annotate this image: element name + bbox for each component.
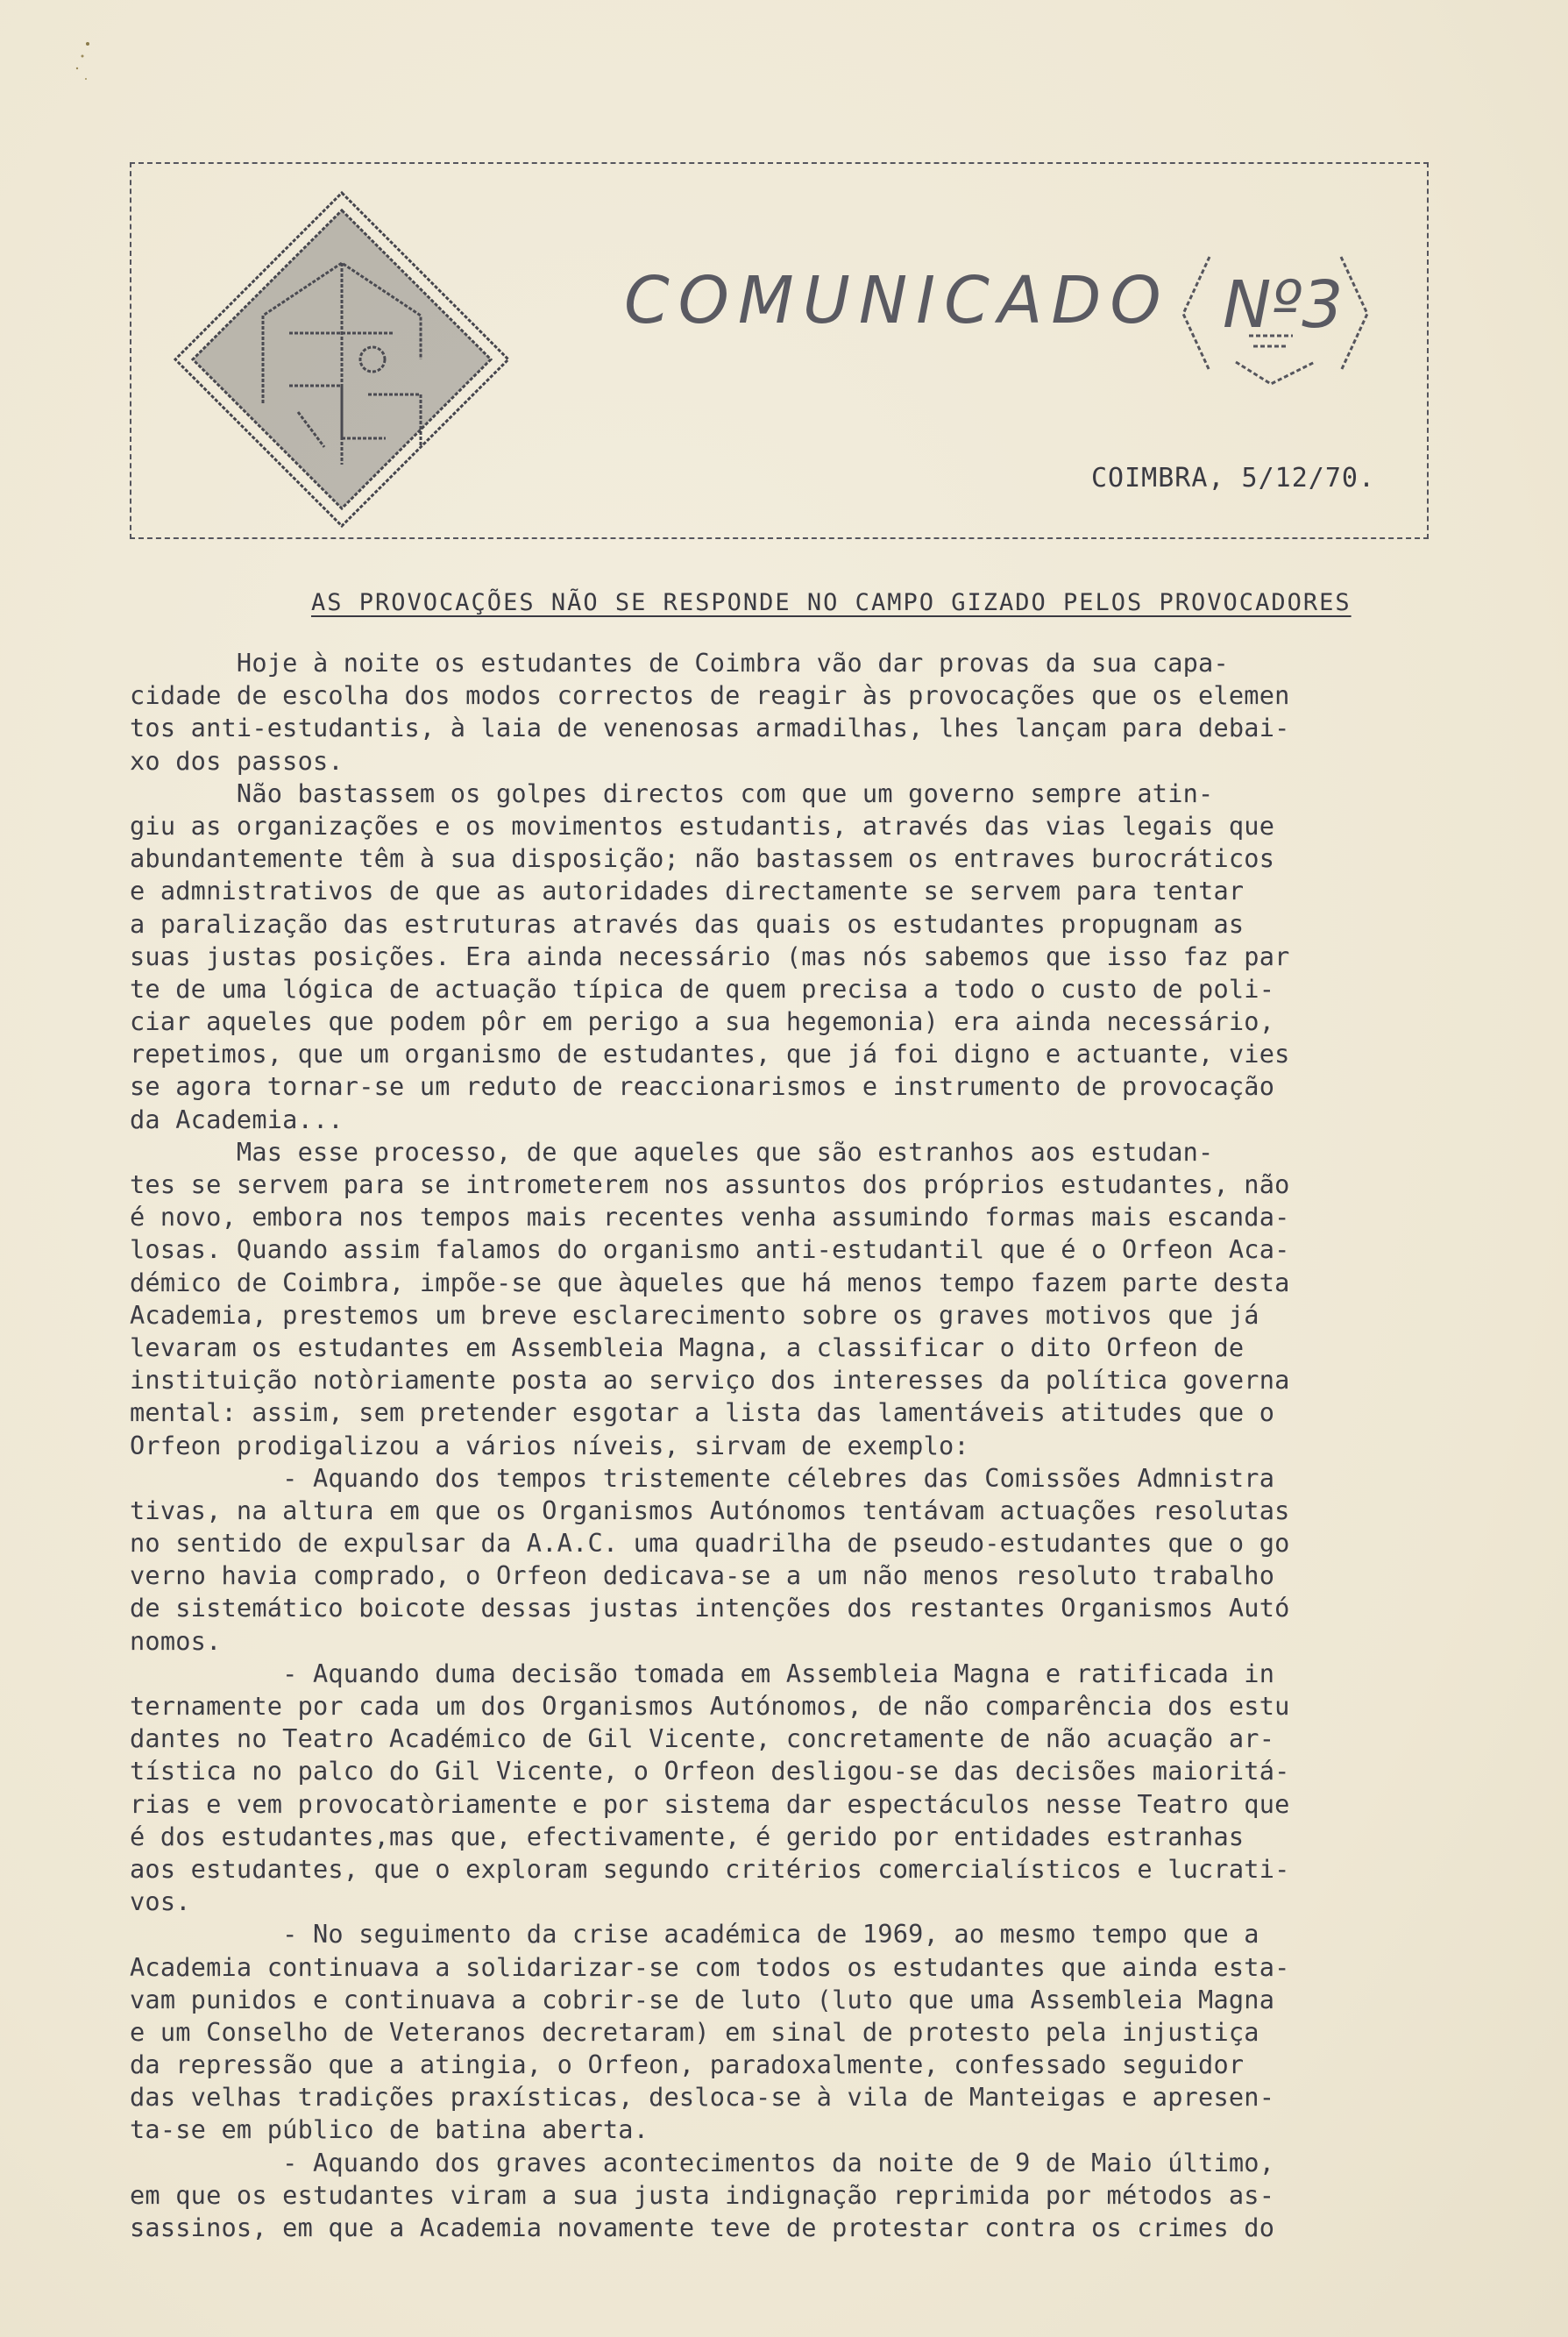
body-line: tos anti-estudantis, à laia de venenosas armadilhas, lhes lançam para debai-: [130, 713, 1290, 743]
body-line: démico de Coimbra, impõe-se que àqueles que há menos tempo fazem parte desta: [130, 1267, 1290, 1297]
body-line: rias e vem provocatòriamente e por sistema dar espectáculos nesse Teatro que: [130, 1788, 1290, 1819]
body-line: sassinos, em que a Academia novamente teve de protestar contra os crimes do: [130, 2213, 1275, 2242]
body-line: tes se servem para se intrometerem nos assuntos dos próprios estudantes, não: [130, 1169, 1290, 1199]
body-line: nomos.: [130, 1625, 222, 1656]
body-line: aos estudantes, que o exploram segundo critérios comercialísticos e lucrati-: [130, 1853, 1290, 1884]
body-line: xo dos passos.: [130, 745, 344, 776]
body-line: dantes no Teatro Académico de Gil Vicente, concretamente de não acuação ar-: [130, 1723, 1275, 1754]
body-line: de sistemático boicote dessas justas intenções dos restantes Organismos Autó: [130, 1593, 1290, 1623]
body-line: ta-se em público de batina aberta.: [130, 2114, 649, 2145]
body-line: Mas esse processo, de que aqueles que são estranhos aos estudan-: [130, 1136, 1214, 1167]
body-line: da repressão que a atingia, o Orfeon, paradoxalmente, confessado seguidor: [130, 2049, 1245, 2080]
body-line: instituição notòriamente posta ao serviço dos interesses da política governa: [130, 1365, 1290, 1396]
body-line: mental: assim, sem pretender esgotar a lista das lamentáveis atitudes que o: [130, 1397, 1275, 1428]
body-line: Hoje à noite os estudantes de Coimbra vão dar provas da sua capa-: [130, 648, 1229, 678]
body-line: levaram os estudantes em Assembleia Magna, a classificar o dito Orfeon de: [130, 1332, 1245, 1362]
body-line: - Aquando duma decisão tomada em Assembleia Magna e ratificada in: [130, 1658, 1275, 1688]
body-line: da Academia...: [130, 1104, 344, 1134]
body-line: no sentido de expulsar da A.A.C. uma quadrilha de pseudo-estudantes que o go: [130, 1528, 1290, 1559]
body-line: repetimos, que um organismo de estudantes, que já foi digno e actuante, vies: [130, 1039, 1290, 1069]
body-line: das velhas tradições praxísticas, desloca-se à vila de Manteigas e apresen-: [130, 2082, 1275, 2113]
body-line: tística no palco do Gil Vicente, o Orfeon desligou-se das decisões maioritá-: [130, 1756, 1290, 1786]
place-date: COIMBRA, 5/12/70.: [1091, 463, 1376, 494]
body-line: vos.: [130, 1886, 191, 1917]
body-line: e admnistrativos de que as autoridades directamente se servem para tentar: [130, 876, 1245, 906]
body-line: é dos estudantes,mas que, efectivamente, é gerido por entidades estranhas: [130, 1821, 1245, 1851]
body-line: - Aquando dos tempos tristemente célebres das Comissões Admnistra: [130, 1462, 1275, 1493]
body-line: em que os estudantes viram a sua justa indignação reprimida por métodos as-: [130, 2179, 1275, 2210]
headline: AS PROVOCAÇÕES NÃO SE RESPONDE NO CAMPO GIZADO PELOS PROVOCADORES: [311, 589, 1352, 616]
body-line: losas. Quando assim falamos do organismo anti-estudantil que é o Orfeon Aca-: [130, 1234, 1290, 1265]
body-line: tivas, na altura em que os Organismos Autónomos tentávam actuações resolutas: [130, 1495, 1290, 1525]
body-line: ciar aqueles que podem pôr em perigo a sua hegemonia) era ainda necessário,: [130, 1006, 1275, 1037]
body-line: e um Conselho de Veteranos decretaram) em sinal de protesto pela injustiça: [130, 2016, 1259, 2047]
issue-number: Nº3: [1223, 267, 1344, 343]
body-line: Não bastassem os golpes directos com que um governo sempre atin-: [130, 778, 1214, 808]
body-line: - No seguimento da crise académica de 1969, ao mesmo tempo que a: [130, 1919, 1259, 1950]
body-line: se agora tornar-se um reduto de reaccionarismos e instrumento de provocação: [130, 1071, 1275, 1102]
body-line: Academia continuava a solidarizar-se com todos os estudantes que ainda esta-: [130, 1951, 1290, 1982]
body-line: Orfeon prodigalizou a vários níveis, sirvam de exemplo:: [130, 1430, 969, 1460]
body-line: suas justas posições. Era ainda necessário (mas nós sabemos que isso faz par: [130, 941, 1290, 971]
body-line: - Aquando dos graves acontecimentos da noite de 9 de Maio último,: [130, 2147, 1275, 2177]
body-line: giu as organizações e os movimentos estudantis, através das vias legais que: [130, 810, 1275, 841]
paper-stain: [53, 26, 123, 96]
body-line: vam punidos e continuava a cobrir-se de luto (luto que uma Assembleia Magna: [130, 1984, 1275, 2014]
body-line: verno havia comprado, o Orfeon dedicava-se a um não menos resoluto trabalho: [130, 1560, 1275, 1591]
body-line: te de uma lógica de actuação típica de quem precisa a todo o custo de poli-: [130, 973, 1275, 1004]
body-line: abundantemente têm à sua disposição; não bastassem os entraves burocráticos: [130, 843, 1275, 874]
body-line: a paralização das estruturas através das quais os estudantes propugnam as: [130, 908, 1245, 939]
body-line: é novo, embora nos tempos mais recentes venha assumindo formas mais escanda-: [130, 1202, 1290, 1232]
body-line: Academia, prestemos um breve esclarecimento sobre os graves motivos que já: [130, 1299, 1259, 1330]
communique-body: [130, 647, 1444, 2244]
body-line: ternamente por cada um dos Organismos Autónomos, de não comparência dos estu: [130, 1691, 1290, 1721]
association-logo: [167, 184, 517, 535]
bulletin-title: COMUNICADO: [624, 263, 1170, 338]
body-line: cidade de escolha dos modos correctos de reagir às provocações que os elemen: [130, 680, 1290, 711]
